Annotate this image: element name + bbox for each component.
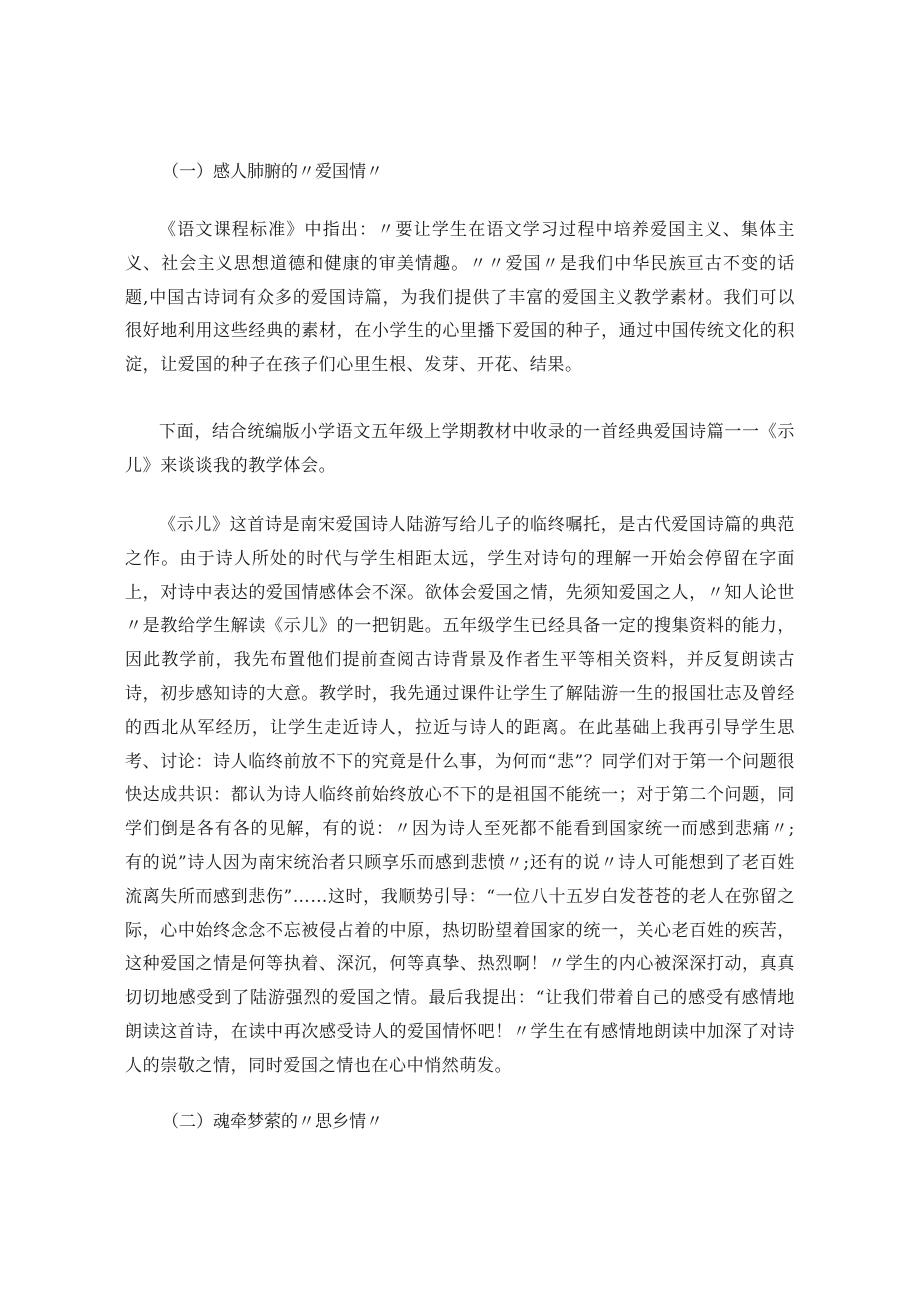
- section-heading-1: （一）感人肺腑的〃爱国情〃: [162, 162, 383, 182]
- section-heading-2: （二）魂牵梦萦的〃思乡情〃: [162, 1112, 383, 1132]
- paragraph-2: 下面，结合统编版小学语文五年级上学期教材中收录的一首经典爱国诗篇一一《示儿》来谈谈我的教学体会。: [125, 422, 795, 476]
- paragraph-3: 《示儿》这首诗是南宋爱国诗人陆游写给儿子的临终嘱托，是古代爱国诗篇的典范之作。由于诗人所处的时代与学生相距太远，学生对诗句的理解一开始会停留在字面上，对诗中表达的爱国情感体会不深。欲体会爱国之情，先须知爱国之人，〃知人论世〃是教给学生解读《示儿》的一把钥匙。五年级学生已经具备一定的搜集资料的能力，因此教学前，我先布置他们提前查阅古诗背景及作者生平等相关资料，并反复朗读古诗，初步感知诗的大意。教学时，我先通过课件让学生了解陆游一生的报国壮志及曾经的西北从军经历，让学生走近诗人，拉近与诗人的距离。在此基础上我再引导学生思考、讨论：诗人临终前放不下的究竟是什么事，为何而“悲”？同学们对于第一个问题很快达成共识：都认为诗人临终前始终放心不下的是祖国不能统一；对于第二个问题，同学们倒是各有各的见解，有的说：〃因为诗人至死都不能看到国家统一而感到悲痛〃;有的说”诗人因为南宋统治者只顾享乐而感到悲愤〃;还有的说〃诗人可能想到了老百姓流离失所而感到悲伤”……这时，我顺势引导：“一位八十五岁白发苍苍的老人在弥留之际，心中始终念念不忘被侵占着的中原，热切盼望着国家的统一，关心老百姓的疾苦，这种爱国之情是何等执着、深沉，何等真挚、热烈啊！〃学生的内心被深深打动，真真切切地感受到了陆游强烈的爱国之情。最后我提出：“让我们带着自己的感受有感情地朗读这首诗，在读中再次感受诗人的爱国情怀吧！〃学生在有感情地朗读中加深了对诗人的崇敬之情，同时爱国之情也在心中悄然萌发。: [125, 515, 795, 1076]
- paragraph-1: 《语文课程标准》中指出：〃要让学生在语文学习过程中培养爱国主义、集体主义、社会主义思想道德和健康的审美情趣。〃〃爱国〃是我们中华民族亘古不变的话题,中国古诗词有众多的爱国诗篇，为我们提供了丰富的爱国主义教学素材。我们可以很好地利用这些经典的素材，在小学生的心里播下爱国的种子，通过中国传统文化的积淀，让爱国的种子在孩子们心里生根、发芽、开花、结果。: [125, 220, 795, 376]
